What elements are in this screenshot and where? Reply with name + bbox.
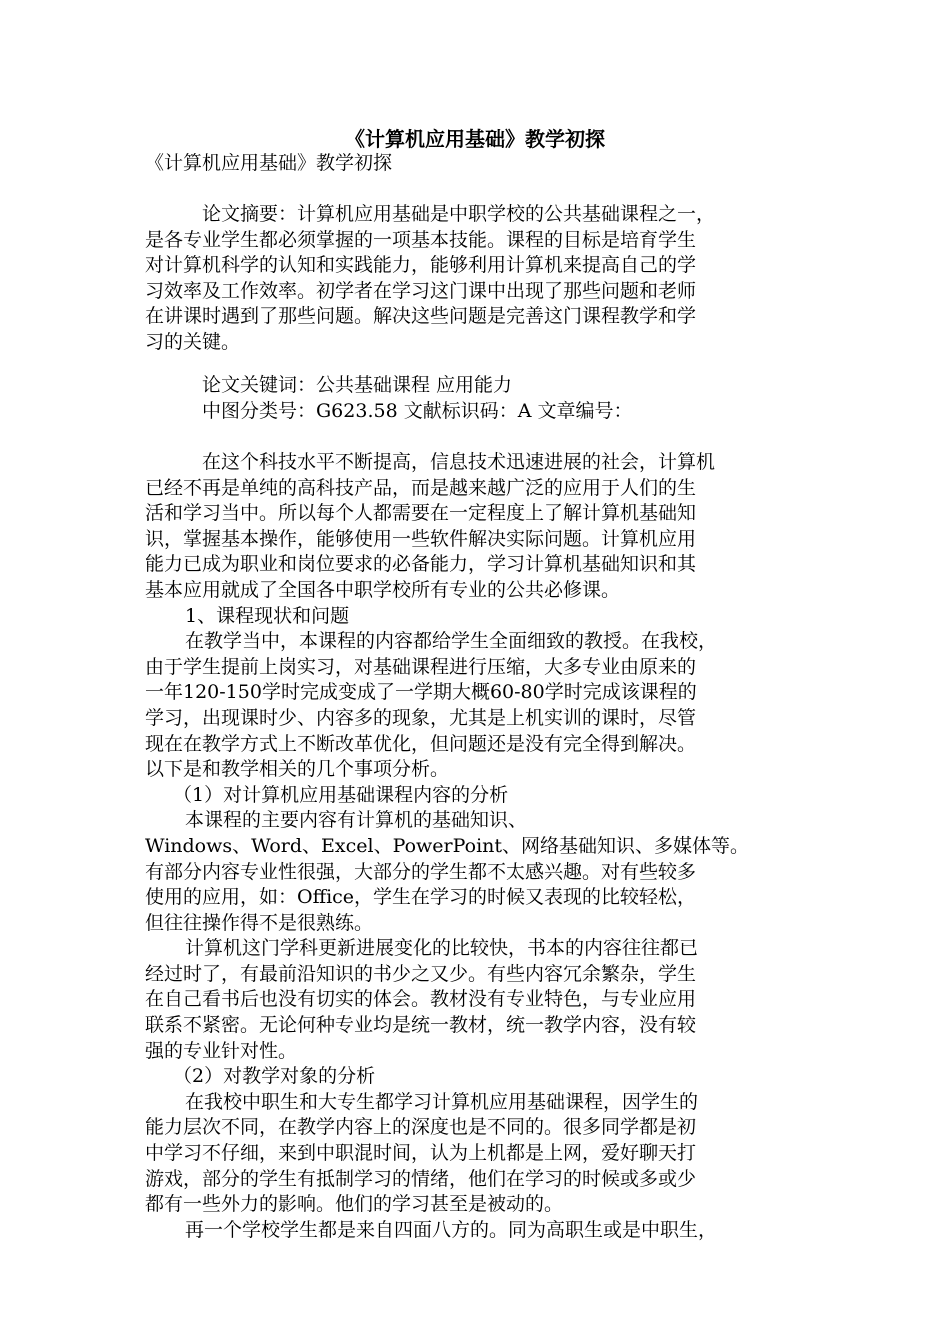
body-text	[145, 450, 815, 1243]
abstract-line: 对计算机科学的认知和实践能力，能够利用计算机来提高自己的学	[145, 254, 697, 277]
paragraph-line: 现在在教学方式上不断改革优化，但问题还是没有完全得到解决。	[145, 732, 697, 755]
intro-line: 在这个科技水平不断提高，信息技术迅速进展的社会，计算机	[202, 451, 716, 473]
paragraph-line: 但往往操作得不是很熟练。	[145, 911, 374, 934]
paragraph-line: 再一个学校学生都是来自四面八方的。同为高职生或是中职生，	[185, 1218, 718, 1241]
subtitle-line: 《计算机应用基础》教学初探	[145, 152, 393, 174]
paragraph-line: 都有一些外力的影响。他们的学习甚至是被动的。	[145, 1193, 564, 1216]
intro-line: 能力已成为职业和岗位要求的必备能力，学习计算机基础知识和其	[145, 553, 697, 576]
section-heading: 1、课程现状和问题	[185, 604, 350, 627]
abstract-line: 习效率及工作效率。初学者在学习这门课中出现了那些问题和老师	[145, 279, 697, 302]
intro-line: 识，掌握基本操作，能够使用一些软件解决实际问题。计算机应用	[145, 527, 697, 550]
paragraph-line: 使用的应用，如：Office，学生在学习的时候又表现的比较轻松，	[145, 886, 697, 909]
keywords-block	[145, 373, 815, 424]
abstract-line: 是各专业学生都必须掌握的一项基本技能。课程的目标是培育学生	[145, 228, 697, 251]
abstract-line: 习的关键。	[145, 330, 241, 353]
paragraph-line: 学习，出现课时少、内容多的现象，尤其是上机实训的课时，尽管	[145, 706, 697, 729]
paragraph-line: 能力层次不同，在教学内容上的深度也是不同的。很多同学都是初	[145, 1116, 697, 1139]
paragraph-line: 强的专业针对性。	[145, 1039, 298, 1062]
paragraph-line: 中学习不仔细，来到中职混时间，认为上机都是上网，爱好聊天打	[145, 1142, 697, 1165]
paragraph-line: 一年120-150学时完成变成了一学期大概60-80学时完成该课程的	[145, 681, 697, 704]
document-subtitle	[145, 151, 815, 177]
intro-line: 已经不再是单纯的高科技产品，而是越来越广泛的应用于人们的生	[145, 476, 697, 499]
paragraph-line: 在自己看书后也没有切实的体会。教材没有专业特色，与专业应用	[145, 988, 697, 1011]
abstract-line: 在讲课时遇到了那些问题。解决这些问题是完善这门课程教学和学	[145, 305, 697, 328]
intro-line: 活和学习当中。所以每个人都需要在一定程度上了解计算机基础知	[145, 502, 697, 525]
paragraph-line: 在教学当中，本课程的内容都给学生全面细致的教授。在我校，	[185, 630, 718, 653]
classification-line: 中图分类号：G623.58 文献标识码：A 文章编号：	[202, 399, 633, 422]
abstract-paragraph	[145, 202, 815, 356]
paragraph-line: 联系不紧密。无论何种专业均是统一教材，统一教学内容，没有较	[145, 1014, 697, 1037]
paragraph-line: 在我校中职生和大专生都学习计算机应用基础课程，因学生的	[185, 1090, 699, 1113]
document-title: 《计算机应用基础》教学初探	[345, 127, 605, 151]
paragraph-line: 以下是和教学相关的几个事项分析。	[145, 758, 450, 781]
subsection-heading: （1）对计算机应用基础课程内容的分析	[173, 783, 509, 806]
paragraph-line: 游戏，部分的学生有抵制学习的情绪，他们在学习的时候或多或少	[145, 1167, 697, 1190]
intro-line: 基本应用就成了全国各中职学校所有专业的公共必修课。	[145, 578, 621, 601]
paragraph-line: Windows、Word、Excel、PowerPoint、网络基础知识、多媒体等。	[145, 834, 750, 857]
paragraph-line: 本课程的主要内容有计算机的基础知识、	[185, 809, 528, 832]
paragraph-line: 有部分内容专业性很强，大部分的学生都不太感兴趣。对有些较多	[145, 860, 697, 883]
paragraph-line: 计算机这门学科更新进展变化的比较快，书本的内容往往都已	[185, 937, 699, 960]
keywords-line: 论文关键词：公共基础课程 应用能力	[202, 374, 513, 396]
paragraph-line: 经过时了，有最前沿知识的书少之又少。有些内容冗余繁杂，学生	[145, 962, 697, 985]
paragraph-line: 由于学生提前上岗实习，对基础课程进行压缩，大多专业由原来的	[145, 655, 697, 678]
subsection-heading: （2）对教学对象的分析	[173, 1065, 376, 1088]
abstract-line: 论文摘要：计算机应用基础是中职学校的公共基础课程之一，	[202, 203, 716, 225]
